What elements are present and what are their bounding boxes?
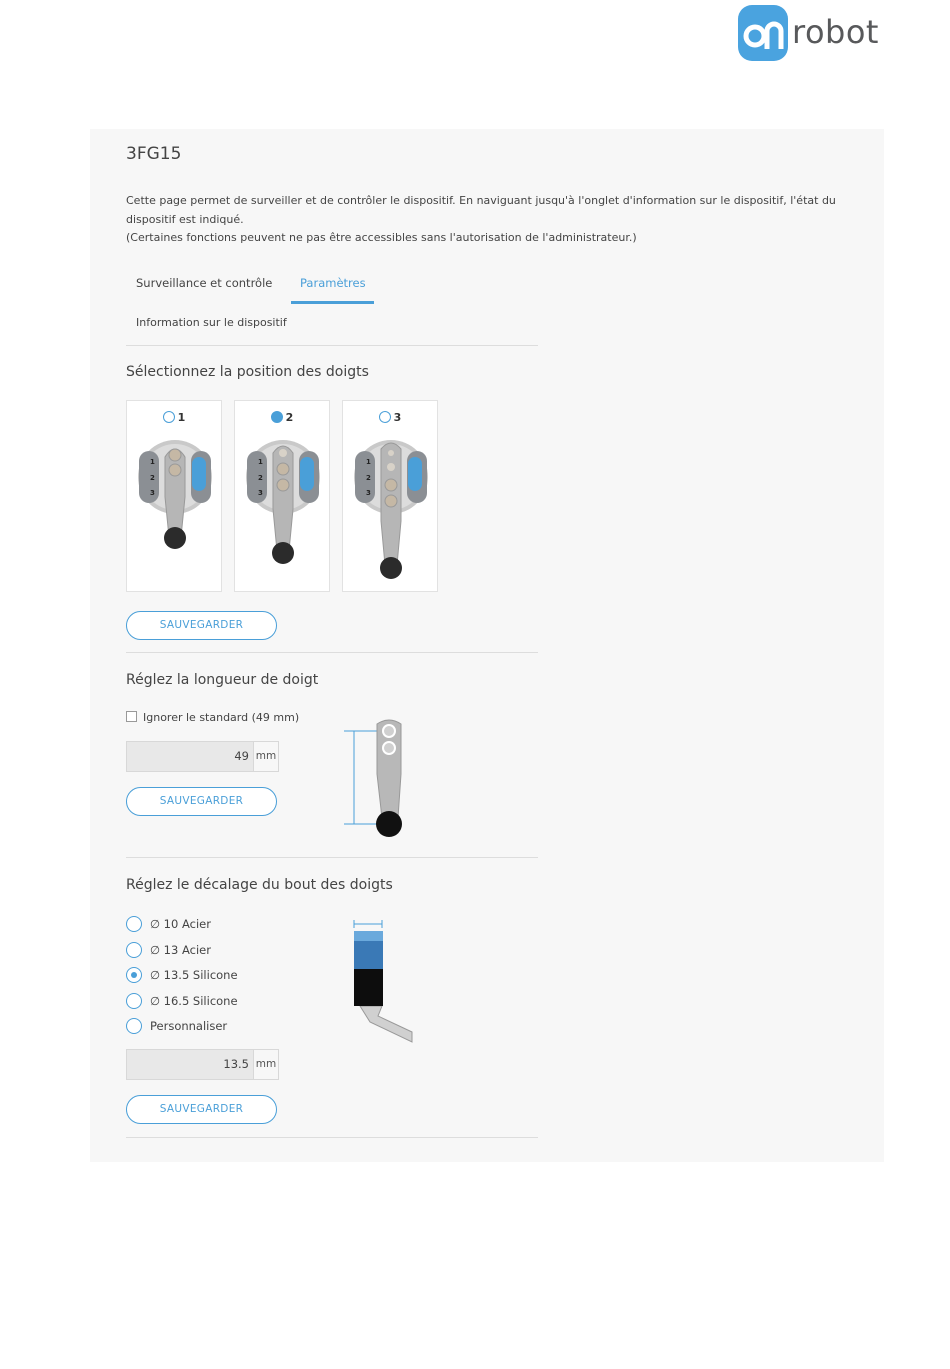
svg-text:3: 3 xyxy=(366,489,371,497)
finger-length-field[interactable] xyxy=(126,741,279,772)
svg-text:2: 2 xyxy=(150,474,155,482)
page-title: 3FG15 xyxy=(126,144,182,164)
svg-text:1: 1 xyxy=(258,458,263,466)
option-label: ∅ 10 Acier xyxy=(150,917,211,931)
fingertip-option-16-5-silicone[interactable] xyxy=(126,993,238,1009)
finger-position-card-3[interactable] xyxy=(342,400,438,592)
svg-text:3: 3 xyxy=(150,489,155,497)
finger-length-input[interactable]: 49 xyxy=(126,741,253,772)
radio-10-steel[interactable] xyxy=(126,916,142,932)
divider xyxy=(126,345,538,346)
radio-13-5-silicone[interactable] xyxy=(126,967,142,983)
position-2-label: 2 xyxy=(285,411,294,424)
position-3-label: 3 xyxy=(393,411,402,424)
fingertip-offset-field[interactable] xyxy=(126,1049,279,1080)
gripper-position-2-image xyxy=(243,437,323,587)
active-tab-indicator xyxy=(291,301,374,304)
override-standard-row[interactable] xyxy=(126,711,299,724)
fingertip-offset-input[interactable]: 13.5 xyxy=(126,1049,253,1080)
finger-length-title: Réglez la longueur de doigt xyxy=(126,672,319,688)
override-standard-checkbox[interactable] xyxy=(126,711,137,722)
logo-text: robot xyxy=(792,13,879,51)
option-label: ∅ 13.5 Silicone xyxy=(150,968,238,982)
svg-text:1: 1 xyxy=(150,458,155,466)
radio-position-2[interactable] xyxy=(271,411,283,423)
svg-text:3: 3 xyxy=(258,489,263,497)
finger-position-card-1[interactable] xyxy=(126,400,222,592)
description-text: Cette page permet de surveiller et de contrôler le dispositif. En naviguant jusqu'à l'onglet d'information sur le dispositif, l'état du dispositif est indiqué. xyxy=(126,194,836,226)
description-note: (Certaines fonctions peuvent ne pas être accessibles sans l'autorisation de l'administrateur.) xyxy=(126,231,637,244)
radio-13-steel[interactable] xyxy=(126,942,142,958)
tab-surveillance[interactable]: Surveillance et contrôle xyxy=(136,276,273,290)
onrobot-logo-icon xyxy=(738,5,788,61)
save-fingertip-offset-button[interactable]: SAUVEGARDER xyxy=(126,1095,277,1124)
fingertip-option-custom[interactable] xyxy=(126,1018,227,1034)
radio-custom[interactable] xyxy=(126,1018,142,1034)
fingertip-option-10-steel[interactable] xyxy=(126,916,211,932)
divider xyxy=(126,1137,538,1138)
finger-length-diagram xyxy=(340,714,410,840)
svg-text:1: 1 xyxy=(366,458,371,466)
option-label: Personnaliser xyxy=(150,1019,228,1033)
svg-text:2: 2 xyxy=(258,474,263,482)
divider xyxy=(126,857,538,858)
divider xyxy=(126,652,538,653)
override-standard-label: Ignorer le standard (49 mm) xyxy=(143,711,300,724)
page-description xyxy=(126,192,838,248)
finger-position-card-2[interactable] xyxy=(234,400,330,592)
gripper-position-1-image xyxy=(135,437,215,587)
tab-parametres[interactable]: Paramètres xyxy=(300,276,366,290)
radio-16-5-silicone[interactable] xyxy=(126,993,142,1009)
fingertip-offset-unit: mm xyxy=(253,1049,279,1080)
save-finger-length-button[interactable]: SAUVEGARDER xyxy=(126,787,277,816)
onrobot-logo xyxy=(738,5,878,63)
save-finger-position-button[interactable]: SAUVEGARDER xyxy=(126,611,277,640)
fingertip-offset-title: Réglez le décalage du bout des doigts xyxy=(126,877,393,893)
radio-position-3[interactable] xyxy=(379,411,391,423)
gripper-position-3-image xyxy=(351,437,431,587)
svg-text:2: 2 xyxy=(366,474,371,482)
option-label: ∅ 16.5 Silicone xyxy=(150,994,238,1008)
position-1-label: 1 xyxy=(177,411,186,424)
fingertip-option-13-steel[interactable] xyxy=(126,942,211,958)
finger-position-title: Sélectionnez la position des doigts xyxy=(126,364,369,380)
fingertip-option-13-5-silicone[interactable] xyxy=(126,967,238,983)
radio-position-1[interactable] xyxy=(163,411,175,423)
tab-device-info[interactable]: Information sur le dispositif xyxy=(136,316,287,329)
option-label: ∅ 13 Acier xyxy=(150,943,211,957)
fingertip-offset-diagram xyxy=(348,918,418,1048)
finger-length-unit: mm xyxy=(253,741,279,772)
